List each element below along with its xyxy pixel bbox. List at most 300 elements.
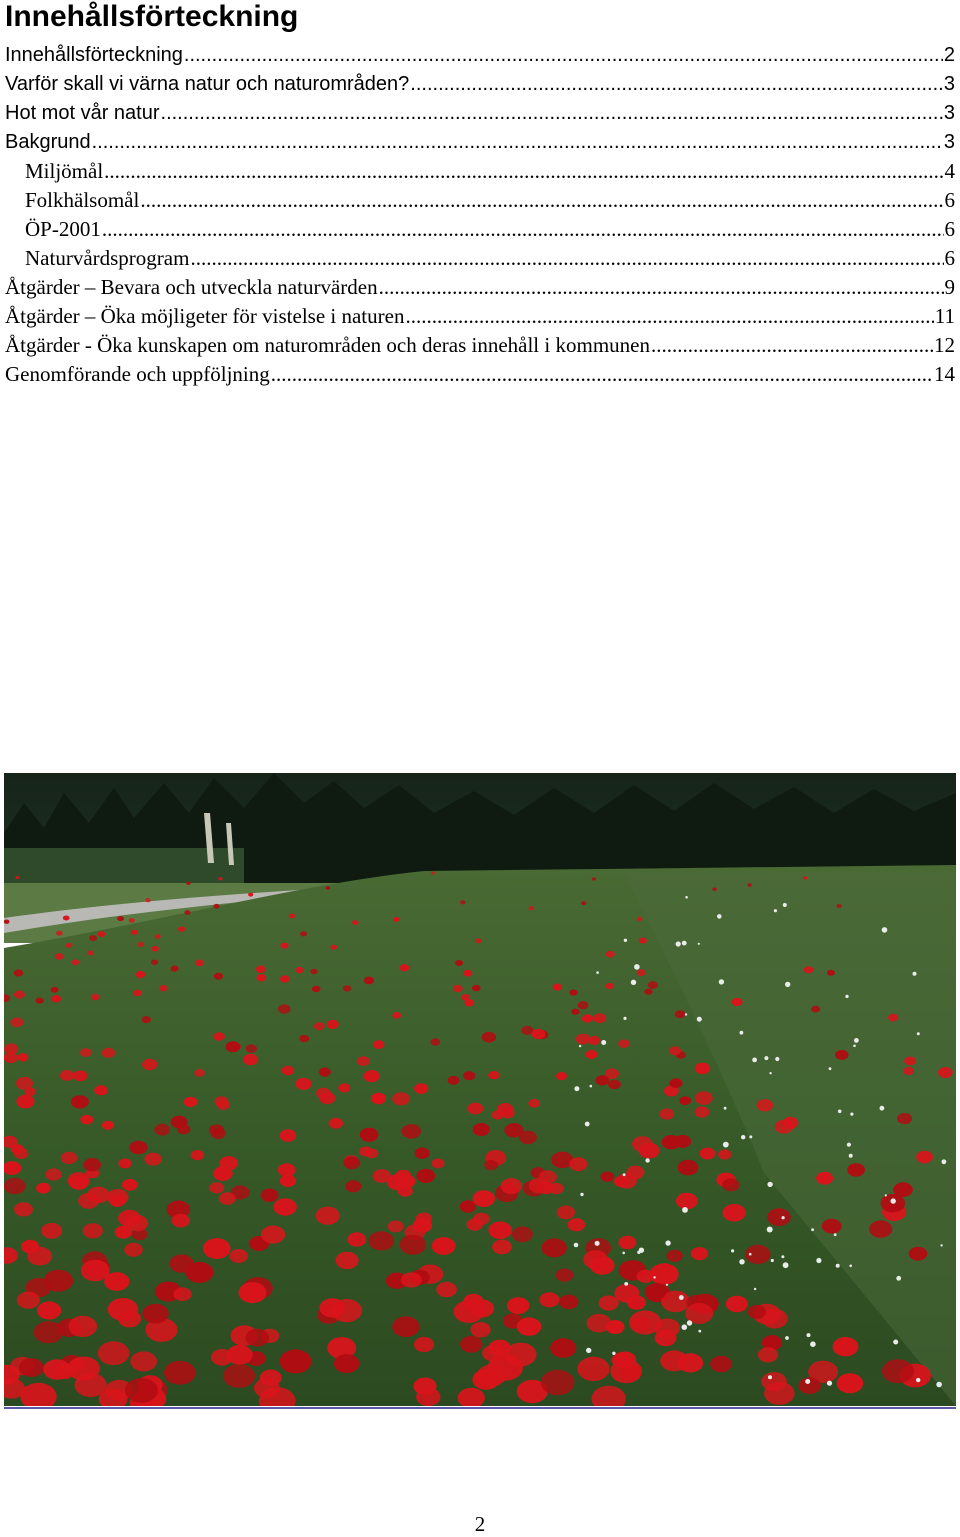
- white-flower: [666, 1284, 668, 1286]
- dot-leader: [102, 215, 944, 244]
- white-flower: [752, 1058, 757, 1063]
- poppy: [214, 973, 223, 980]
- poppy: [761, 1372, 787, 1391]
- toc-entry-page: 6: [944, 188, 955, 212]
- poppy: [637, 917, 643, 921]
- poppy: [213, 1166, 233, 1181]
- poppy: [529, 906, 534, 910]
- poppy: [330, 945, 337, 950]
- poppy: [122, 1179, 138, 1191]
- poppy: [18, 1053, 29, 1061]
- poppy: [109, 1195, 125, 1207]
- poppy: [98, 1341, 130, 1365]
- dot-leader: [379, 273, 944, 302]
- poppy: [289, 914, 295, 919]
- poppy: [559, 1295, 578, 1310]
- toc-entry-naturvardsprogram[interactable]: [5, 244, 955, 273]
- poppy: [676, 1193, 698, 1209]
- poppy: [145, 898, 150, 902]
- poppy: [10, 1018, 23, 1028]
- poppy: [596, 1075, 610, 1085]
- poppy: [767, 1208, 791, 1226]
- poppy: [211, 1128, 226, 1139]
- poppy: [329, 1118, 343, 1129]
- white-flower: [913, 972, 917, 976]
- poppy: [243, 1054, 258, 1065]
- poppy: [347, 1232, 366, 1246]
- poppy: [504, 1123, 523, 1137]
- toc-entry-folkhalsomal[interactable]: [5, 186, 955, 215]
- poppy: [61, 1152, 78, 1164]
- poppy: [246, 1044, 257, 1052]
- poppy: [373, 1040, 384, 1049]
- white-flower: [771, 1259, 774, 1262]
- poppy: [576, 1034, 591, 1045]
- poppy: [73, 1070, 87, 1081]
- poppy: [136, 971, 146, 978]
- poppy: [691, 1247, 708, 1260]
- toc-entry-label: Innehållsförteckning: [5, 44, 183, 66]
- poppy: [261, 1189, 279, 1202]
- poppy: [63, 916, 70, 921]
- white-flower: [595, 1241, 600, 1246]
- poppy: [260, 1370, 282, 1386]
- poppy: [4, 1178, 26, 1194]
- poppy: [191, 1150, 205, 1160]
- white-flower: [829, 1067, 832, 1070]
- poppy: [448, 1076, 460, 1085]
- poppy: [463, 970, 472, 977]
- poppy: [470, 1322, 490, 1337]
- poppy: [60, 1070, 74, 1081]
- white-flower: [639, 1248, 644, 1253]
- white-flower: [805, 1379, 810, 1384]
- white-flower: [653, 1276, 655, 1278]
- poppy: [314, 1022, 325, 1030]
- poppy: [98, 931, 106, 937]
- poppy: [248, 893, 253, 897]
- toc-entry-label: Bakgrund: [5, 131, 91, 153]
- white-flower: [767, 1182, 772, 1187]
- poppy: [718, 1149, 732, 1159]
- poppy: [14, 1148, 29, 1159]
- white-flower: [850, 1113, 853, 1116]
- poppy: [16, 1095, 34, 1109]
- toc-entry-hot-mot-var-natur[interactable]: [5, 99, 955, 128]
- white-flower: [749, 1253, 752, 1256]
- poppy: [392, 1092, 410, 1105]
- poppy: [660, 1350, 688, 1371]
- poppy: [178, 926, 185, 931]
- white-flower: [936, 1382, 942, 1388]
- poppy: [669, 1078, 682, 1088]
- white-flower: [754, 1288, 756, 1290]
- poppy: [118, 1159, 131, 1169]
- poppy: [722, 1178, 739, 1191]
- poppy: [811, 1006, 820, 1013]
- white-flower: [783, 1262, 789, 1268]
- toc-entry-page: 6: [944, 246, 955, 270]
- poppy: [209, 1182, 224, 1193]
- white-flower: [827, 1381, 832, 1386]
- poppy: [55, 953, 64, 960]
- poppy: [904, 1057, 916, 1066]
- poppy: [94, 1085, 108, 1095]
- toc-entry-label: ÖP-2001: [25, 217, 101, 241]
- poppy: [392, 1012, 401, 1019]
- poppy: [747, 883, 751, 886]
- poppy: [17, 1292, 40, 1309]
- poppy: [41, 1223, 62, 1239]
- poppy: [569, 989, 577, 995]
- poppy: [392, 1316, 419, 1337]
- poppy: [695, 1063, 710, 1075]
- poppy: [473, 1190, 495, 1207]
- poppy: [678, 1160, 699, 1176]
- poppy: [81, 1260, 110, 1282]
- poppy: [882, 1359, 914, 1383]
- toc-entry-atgarder-vistelse[interactable]: [5, 302, 955, 331]
- toc-entry-varfor-skall-vi-varna[interactable]: [5, 70, 955, 99]
- poppy: [550, 1338, 576, 1358]
- poppy: [69, 1316, 98, 1337]
- poppy: [37, 1301, 61, 1319]
- toc-entry-page: 9: [944, 275, 955, 299]
- white-flower: [882, 927, 888, 933]
- poppy: [214, 904, 220, 909]
- toc-entry-page: 3: [943, 102, 955, 124]
- poppy: [25, 1087, 36, 1096]
- poppy: [300, 931, 307, 936]
- poppy: [618, 1039, 629, 1048]
- white-flower: [741, 1135, 745, 1139]
- poppy: [194, 1069, 204, 1077]
- poppy: [869, 1220, 892, 1237]
- poppy: [219, 1192, 236, 1205]
- poppy: [639, 1143, 660, 1159]
- poppy: [616, 1173, 637, 1188]
- poppy: [675, 1010, 686, 1018]
- white-flower: [783, 903, 787, 907]
- poppy: [338, 1083, 350, 1092]
- poppy: [577, 1357, 609, 1381]
- toc-entry-atgarder-kunskapen[interactable]: [5, 331, 955, 360]
- white-flower: [775, 1057, 779, 1061]
- poppy: [460, 900, 466, 904]
- poppy: [568, 1218, 586, 1231]
- poppy: [507, 1297, 529, 1314]
- poppy: [512, 1226, 533, 1242]
- poppy: [822, 1219, 842, 1234]
- poppy: [758, 1347, 778, 1362]
- poppy: [833, 1337, 859, 1356]
- poppy: [239, 1282, 267, 1303]
- white-flower: [624, 1282, 628, 1286]
- white-flower: [698, 943, 700, 945]
- white-flower: [896, 1276, 901, 1281]
- poppy: [938, 1067, 953, 1078]
- white-flower: [836, 1264, 840, 1268]
- poppy: [142, 1059, 157, 1070]
- poppy: [21, 1240, 39, 1254]
- white-flower: [891, 1198, 896, 1203]
- poppy: [184, 910, 190, 915]
- dot-leader: [140, 186, 943, 215]
- poppy: [581, 901, 586, 905]
- poppy: [72, 959, 80, 965]
- white-flower: [880, 1106, 885, 1111]
- white-flower: [717, 914, 722, 919]
- toc-entry-innehallsforteckning[interactable]: [5, 41, 955, 70]
- dot-leader: [651, 331, 933, 360]
- poppy: [155, 934, 161, 939]
- poppy: [331, 1299, 362, 1322]
- poppy: [336, 1252, 359, 1269]
- white-flower: [838, 1110, 842, 1114]
- poppy: [460, 1336, 482, 1353]
- poppy: [712, 887, 717, 891]
- white-flower: [849, 1154, 853, 1158]
- poppy: [453, 985, 463, 993]
- white-flower: [811, 1228, 814, 1231]
- white-flower: [917, 1032, 920, 1035]
- poppy: [799, 1377, 821, 1394]
- toc-entry-op-2001[interactable]: [5, 215, 955, 244]
- poppy: [413, 1378, 436, 1395]
- white-flower: [586, 1348, 591, 1353]
- white-flower: [942, 1159, 947, 1164]
- poppy: [274, 1198, 297, 1215]
- table-of-contents: [5, 41, 955, 389]
- white-flower: [782, 1216, 785, 1219]
- white-flower: [785, 982, 790, 987]
- toc-entry-atgarder-bevara[interactable]: [5, 273, 955, 302]
- poppy: [214, 1032, 225, 1041]
- poppy: [44, 1270, 73, 1292]
- poppy: [299, 1035, 309, 1042]
- poppy: [484, 1160, 498, 1170]
- poppy: [280, 943, 288, 949]
- toc-entry-label: Åtgärder – Bevara och utveckla naturvärden: [5, 275, 378, 299]
- white-flower: [769, 1072, 771, 1074]
- poppy: [215, 1096, 229, 1106]
- poppy: [473, 1213, 490, 1225]
- poppy: [501, 1178, 522, 1194]
- poppy: [78, 1193, 99, 1209]
- poppy: [539, 1292, 559, 1307]
- poppy: [371, 1093, 386, 1104]
- poppy: [80, 1115, 93, 1125]
- poppy: [4, 1043, 18, 1054]
- poppy: [71, 1095, 89, 1108]
- poppy: [186, 882, 190, 885]
- poppy: [695, 1091, 713, 1105]
- poppy: [660, 1108, 675, 1119]
- white-flower: [622, 1252, 625, 1255]
- toc-entry-genomforande[interactable]: [5, 360, 955, 389]
- toc-entry-label: Folkhälsomål: [25, 188, 140, 212]
- white-flower: [580, 1193, 583, 1196]
- poppy: [51, 987, 59, 993]
- poppy: [532, 1029, 546, 1039]
- poppy: [280, 975, 290, 982]
- poppy: [488, 1071, 499, 1079]
- poppy: [549, 1183, 564, 1194]
- poppy: [835, 1050, 848, 1060]
- white-flower: [623, 1173, 626, 1176]
- poppy: [316, 1207, 340, 1225]
- poppy: [674, 1135, 691, 1148]
- white-flower: [574, 1243, 579, 1248]
- poppy: [669, 1046, 681, 1055]
- footer-rule: [4, 1407, 956, 1409]
- poppy: [131, 930, 138, 935]
- white-flower: [623, 1017, 626, 1020]
- poppy: [15, 876, 19, 879]
- poppy-field-photo: [4, 773, 956, 1406]
- poppy: [83, 1223, 103, 1238]
- toc-entry-bakgrund[interactable]: [5, 128, 955, 157]
- white-flower: [854, 1038, 859, 1043]
- poppy: [464, 999, 474, 1006]
- toc-entry-page: 12: [934, 333, 955, 357]
- poppy: [401, 1272, 422, 1287]
- dot-leader: [405, 302, 933, 331]
- poppy: [645, 1283, 667, 1300]
- poppy: [893, 1182, 913, 1197]
- poppy: [91, 994, 100, 1001]
- poppy: [732, 998, 743, 1006]
- poppy: [14, 991, 25, 999]
- poppy: [280, 1129, 297, 1142]
- poppy: [229, 1249, 248, 1263]
- poppy: [529, 1178, 550, 1193]
- dot-leader: [92, 128, 943, 157]
- poppy: [138, 942, 145, 947]
- poppy: [142, 1304, 168, 1324]
- white-flower: [601, 1040, 606, 1045]
- poppy: [492, 1240, 512, 1255]
- white-flower: [916, 1378, 920, 1382]
- poppy: [488, 1222, 511, 1240]
- white-flower: [739, 1259, 744, 1264]
- poppy: [431, 872, 435, 875]
- poppy: [373, 1169, 391, 1183]
- toc-entry-label: Åtgärder - Öka kunskapen om naturområden och deras innehåll i kommunen: [5, 333, 650, 357]
- poppy: [455, 960, 463, 966]
- poppy: [582, 1014, 593, 1022]
- poppy: [700, 1148, 716, 1160]
- poppy: [463, 1071, 475, 1080]
- white-flower: [724, 1107, 727, 1110]
- poppy: [460, 1200, 476, 1212]
- poppy: [80, 1048, 92, 1057]
- white-flower: [940, 1244, 942, 1246]
- poppy: [164, 1361, 196, 1385]
- poppy: [246, 1329, 270, 1347]
- poppy: [608, 1080, 621, 1090]
- poppy: [223, 1364, 255, 1388]
- poppy: [129, 918, 135, 923]
- poppy: [606, 1320, 625, 1334]
- poppy: [154, 1124, 170, 1136]
- poppy: [897, 1113, 912, 1124]
- dot-leader: [190, 244, 943, 273]
- poppy: [364, 1070, 380, 1082]
- poppy: [369, 1231, 394, 1250]
- poppy: [312, 986, 321, 992]
- poppy: [827, 970, 835, 976]
- white-flower: [579, 1045, 581, 1047]
- poppy: [650, 1263, 679, 1285]
- toc-entry-label: Varför skall vi värna natur och naturområden?: [5, 73, 410, 95]
- poppy: [816, 1172, 833, 1185]
- poppy: [614, 1352, 636, 1369]
- white-flower: [785, 1336, 789, 1340]
- poppy: [184, 1097, 198, 1107]
- poppy: [592, 877, 596, 880]
- poppy: [432, 1237, 456, 1255]
- toc-entry-label: Hot mot vår natur: [5, 102, 160, 124]
- poppy: [710, 1356, 732, 1372]
- poppy: [142, 1016, 151, 1023]
- poppy: [102, 1048, 116, 1058]
- white-flower: [679, 1295, 684, 1300]
- poppy: [261, 1226, 285, 1244]
- poppy: [629, 1310, 661, 1334]
- white-flower: [723, 1142, 729, 1148]
- white-flower: [816, 1258, 821, 1263]
- dot-leader: [184, 41, 943, 70]
- poppy: [414, 1083, 428, 1094]
- toc-entry-label: Åtgärder – Öka möjligeter för vistelse i naturen: [5, 304, 405, 328]
- poppy: [475, 938, 482, 943]
- poppy: [569, 1157, 587, 1171]
- white-flower: [631, 980, 636, 985]
- toc-entry-miljomal[interactable]: [5, 157, 955, 186]
- poppy: [36, 1183, 50, 1194]
- white-flower: [781, 1255, 784, 1258]
- white-flower: [740, 1031, 744, 1035]
- poppy: [415, 1148, 430, 1159]
- poppy: [578, 1001, 589, 1009]
- white-flower: [698, 1330, 701, 1333]
- poppy: [83, 1158, 101, 1171]
- poppy: [723, 1204, 746, 1222]
- poppy: [606, 951, 615, 958]
- poppy: [593, 1013, 606, 1023]
- white-flower: [624, 939, 627, 942]
- poppy: [648, 981, 658, 989]
- toc-entry-page: 2: [943, 44, 955, 66]
- poppy: [151, 960, 158, 965]
- toc-entry-page: 3: [943, 73, 955, 95]
- poppy: [174, 1287, 192, 1301]
- poppy: [327, 1020, 339, 1029]
- poppy: [436, 1282, 457, 1297]
- poppy: [227, 1345, 253, 1365]
- poppy: [51, 995, 61, 1002]
- poppy: [627, 1295, 646, 1309]
- white-flower: [834, 1233, 837, 1236]
- poppy: [87, 951, 94, 956]
- poppy: [909, 1247, 928, 1261]
- poppy: [172, 1214, 190, 1228]
- poppy: [357, 1056, 370, 1066]
- poppy: [144, 1153, 161, 1166]
- poppy: [388, 1220, 404, 1232]
- poppy: [618, 1236, 636, 1249]
